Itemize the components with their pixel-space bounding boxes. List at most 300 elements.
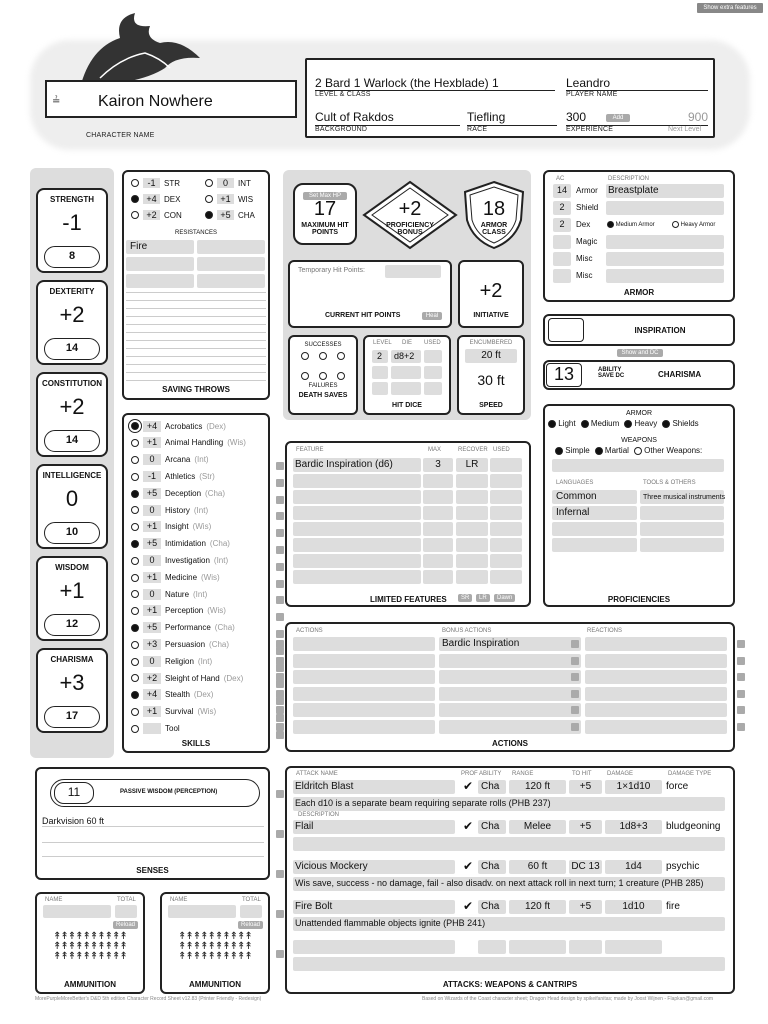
skill-prof-icon[interactable] (131, 506, 139, 515)
skill-side-button[interactable] (276, 714, 284, 722)
darkvision-text[interactable]: Darkvision 60 ft (42, 816, 264, 827)
skill-side-button[interactable] (276, 630, 284, 638)
passive-perception-label: PASSIVE WISDOM (PERCEPTION) (120, 789, 218, 795)
language-field[interactable] (552, 538, 637, 552)
attack-to-hit: +5 (579, 821, 592, 832)
bonus-row-button[interactable] (571, 690, 579, 698)
lf-used-field[interactable] (490, 474, 522, 488)
senses-line-2[interactable] (42, 842, 264, 843)
lf-feature-field[interactable] (293, 570, 421, 584)
save-prof-icon[interactable] (131, 195, 139, 203)
skill-row[interactable]: +1 Perception (Wis) (131, 604, 226, 618)
skill-row[interactable]: +2 Sleight of Hand (Dex) (131, 671, 243, 685)
hit-dice-used-col: USED (424, 340, 441, 346)
skill-prof-icon[interactable] (131, 438, 139, 447)
lf-recover-col: RECOVER (458, 447, 488, 453)
skill-row[interactable]: +1 Medicine (Wis) (131, 570, 220, 584)
experience-field[interactable]: 300 (566, 110, 587, 124)
lf-max-field[interactable] (423, 474, 453, 488)
ability-score: 12 (65, 618, 79, 630)
other-weapons-field[interactable] (552, 459, 724, 472)
skill-prof-icon[interactable] (131, 489, 139, 498)
resistance-field-2[interactable] (197, 240, 265, 254)
character-name-label: CHARACTER NAME (86, 132, 155, 139)
save-prof-icon[interactable] (131, 179, 139, 187)
attack-range: 120 ft (524, 781, 551, 792)
action-row-button[interactable] (276, 690, 284, 698)
footer-left: MorePurpleMoreBetter's D&D 5th edition Character Record Sheet v12.83 (Printer Friendly - Redesign) (35, 996, 262, 1002)
skill-prof-icon[interactable] (131, 724, 139, 733)
hit-dice-row2-a[interactable] (372, 366, 388, 379)
ability-score: 10 (65, 526, 79, 538)
skill-prof-icon[interactable] (131, 522, 139, 531)
attack-range-field[interactable] (509, 940, 566, 954)
lf-recover-field[interactable] (456, 490, 488, 504)
ability-name: STRENGTH (50, 195, 94, 204)
ammo-total-field[interactable] (240, 905, 262, 918)
skill-prof-icon[interactable] (131, 455, 139, 464)
attack-range-col: RANGE (512, 771, 534, 777)
attack-desc-field[interactable] (293, 957, 725, 971)
attack-row-button[interactable] (276, 910, 284, 918)
reaction-row-button[interactable] (737, 723, 745, 731)
action-field[interactable] (293, 720, 435, 734)
attack-type-col: DAMAGE TYPE (668, 771, 712, 777)
ability-name: CHARISMA (50, 655, 94, 664)
action-field[interactable] (293, 670, 435, 684)
lf-lr-button[interactable]: LR (476, 594, 490, 602)
lf-feature-col: FEATURE (296, 447, 324, 453)
weapons-prof-list[interactable]: Simple Martial Other Weapons: (555, 446, 702, 455)
ability-score: 8 (68, 250, 76, 262)
bonus-row-button[interactable] (571, 723, 579, 731)
hit-dice-level-col: LEVEL (373, 340, 392, 346)
save-notes-line[interactable] (126, 340, 266, 341)
encumbered-label: ENCUMBERED (469, 340, 513, 346)
attack-hit-field[interactable] (569, 940, 602, 954)
initiative-value[interactable]: +2 (479, 280, 503, 302)
lf-max-field[interactable] (423, 506, 453, 520)
attack-desc-label: DESCRIPTION (298, 812, 340, 818)
skill-prof-icon[interactable] (131, 623, 139, 632)
attack-prof-check-icon: ✔ (463, 819, 474, 833)
skill-row[interactable]: -1 Athletics (Str) (131, 469, 215, 483)
resistance-field-5[interactable] (126, 274, 194, 288)
death-successes-label: SUCCESSES (304, 342, 342, 348)
skill-side-button[interactable] (276, 546, 284, 554)
attack-name-field[interactable] (293, 940, 455, 954)
actions-title: ACTIONS (492, 739, 528, 748)
class-level-field[interactable]: 2 Bard 1 Warlock (the Hexblade) 1 (315, 76, 499, 90)
attack-prof-check-icon: ✔ (463, 779, 474, 793)
ammo-arrows-icon[interactable]: ↟↟↟↟↟↟↟↟↟↟ ↟↟↟↟↟↟↟↟↟↟ ↟↟↟↟↟↟↟↟↟↟ (178, 931, 252, 962)
lf-recover-field[interactable] (456, 474, 488, 488)
skill-side-button[interactable] (276, 680, 284, 688)
reaction-field[interactable] (585, 670, 727, 684)
reaction-field[interactable] (585, 720, 727, 734)
senses-line-3[interactable] (42, 856, 264, 857)
skill-side-button[interactable] (276, 479, 284, 487)
current-hp-label: CURRENT HIT POINTS (325, 312, 401, 319)
save-row[interactable]: +4 DEX (131, 194, 180, 204)
lf-recover-field[interactable] (456, 522, 488, 536)
tool-field[interactable] (640, 538, 724, 552)
lf-max-field[interactable] (423, 570, 453, 584)
attacks-title: ATTACKS: WEAPONS & CANTRIPS (442, 980, 578, 989)
tool-value: Three musical instruments (643, 494, 726, 501)
skill-prof-icon[interactable] (131, 690, 139, 699)
armor-prof-list[interactable]: Light Medium Heavy Shields (548, 419, 699, 428)
lf-used-field[interactable] (490, 570, 522, 584)
attack-prof-col: PROF ABILITY (461, 771, 502, 777)
skill-side-button[interactable] (276, 462, 284, 470)
limited-features-title: LIMITED FEATURES (370, 595, 447, 604)
character-name-field[interactable]: Kairon Nowhere (98, 93, 213, 110)
save-notes-line[interactable] (126, 324, 266, 325)
tool-field[interactable] (640, 506, 724, 520)
attack-row-button[interactable] (276, 950, 284, 958)
save-prof-icon[interactable] (205, 211, 213, 219)
skill-row[interactable]: +5 Deception (Cha) (131, 486, 225, 500)
skill-row[interactable]: +1 Insight (Wis) (131, 520, 211, 534)
saving-throws-title: SAVING THROWS (162, 385, 230, 394)
armor-class-label: ARMOR CLASS (480, 222, 508, 236)
death-saves-label: DEATH SAVES (298, 392, 348, 399)
skill-prof-icon[interactable] (131, 640, 139, 649)
save-notes-line[interactable] (126, 364, 266, 365)
hit-dice-level-value: 2 (377, 351, 383, 361)
skill-prof-icon[interactable] (131, 590, 139, 599)
skill-row[interactable]: 0 Religion (Int) (131, 654, 212, 668)
skill-prof-icon[interactable] (131, 573, 139, 582)
spellcasting-ability[interactable]: CHARISMA (658, 370, 702, 379)
save-notes-line[interactable] (126, 300, 266, 301)
death-success-checks[interactable] (301, 352, 345, 362)
bonus-row-button[interactable] (571, 640, 579, 648)
skill-row[interactable]: +5 Performance (Cha) (131, 621, 235, 635)
lf-feature-field[interactable] (293, 490, 421, 504)
save-notes-line[interactable] (126, 292, 266, 293)
lf-recover-field[interactable] (456, 538, 488, 552)
skill-row[interactable]: +4 Acrobatics (Dex) (131, 419, 226, 433)
bonus-action-field[interactable] (439, 720, 581, 734)
hit-dice-die-value: d8+2 (394, 351, 415, 361)
armor-row-desc[interactable] (606, 201, 724, 215)
speed-label: SPEED (479, 402, 503, 409)
skill-prof-icon[interactable] (131, 606, 139, 615)
action-row-button[interactable] (276, 640, 284, 648)
attack-desc-field[interactable] (293, 837, 725, 851)
lf-used-field[interactable] (490, 458, 522, 472)
ammo-name-field[interactable] (43, 905, 111, 918)
skill-prof-icon[interactable] (131, 556, 139, 565)
spell-dc-label: ABILITY SAVE DC (598, 367, 625, 379)
attack-dmg-col: DAMAGE (607, 771, 634, 777)
save-row[interactable]: +1 WIS (205, 194, 253, 204)
skill-prof-icon[interactable] (131, 422, 139, 431)
lf-used-field[interactable] (490, 522, 522, 536)
lf-feature-field[interactable] (293, 554, 421, 568)
armor-class-value: 18 (482, 198, 506, 220)
xp-next-level-value: 900 (688, 110, 709, 124)
attack-damage-type: force (666, 781, 689, 792)
resistance-field-4[interactable] (197, 257, 265, 271)
skill-row[interactable]: 0 Investigation (Int) (131, 553, 228, 567)
death-failures-label: FAILURES (308, 383, 338, 389)
speed-value[interactable]: 30 ft (477, 372, 505, 388)
bonus-action-field[interactable] (439, 670, 581, 684)
save-notes-line[interactable] (126, 316, 266, 317)
skill-prof-icon[interactable] (131, 657, 139, 666)
reaction-row-button[interactable] (737, 690, 745, 698)
bonus-action-field[interactable] (439, 687, 581, 701)
show-and-dc-button[interactable]: Show and DC (617, 349, 663, 357)
action-field[interactable] (293, 687, 435, 701)
ability-modifier: -1 (62, 210, 82, 235)
skill-side-button[interactable] (276, 529, 284, 537)
lf-used-col: USED (493, 447, 510, 453)
action-field[interactable] (293, 654, 435, 668)
reaction-row-button[interactable] (737, 706, 745, 714)
proficiency-bonus-label: PROFICIENCY BONUS (386, 222, 434, 236)
hit-dice-row3-a[interactable] (372, 382, 388, 395)
skill-prof-icon[interactable] (131, 539, 139, 548)
heal-button[interactable]: Heal (422, 312, 442, 320)
hit-dice-row3-b[interactable] (391, 382, 421, 395)
skill-side-button[interactable] (276, 596, 284, 604)
attack-ability: Cha (481, 861, 500, 872)
lf-dawn-button[interactable]: Dawn (494, 594, 515, 602)
lf-max-field[interactable] (423, 490, 453, 504)
armor-row-name: Shield (576, 203, 599, 212)
bonus-action-field[interactable] (439, 703, 581, 717)
armor-row-value[interactable] (553, 252, 571, 266)
lf-recover-field[interactable] (456, 570, 488, 584)
attack-prof-check-icon: ✔ (463, 859, 474, 873)
skill-row[interactable]: +3 Persuasion (Cha) (131, 637, 229, 651)
save-notes-line[interactable] (126, 380, 266, 381)
bonus-row-button[interactable] (571, 657, 579, 665)
skill-side-button[interactable] (276, 613, 284, 621)
reaction-row-button[interactable] (737, 657, 745, 665)
resistance-field-3[interactable] (126, 257, 194, 271)
hit-dice-row2-c[interactable] (424, 366, 442, 379)
ability-modifier: +2 (59, 302, 85, 327)
reaction-field[interactable] (585, 687, 727, 701)
armor-row-desc[interactable] (606, 269, 724, 283)
ammo-total-label: TOTAL (117, 897, 136, 903)
lf-max-field[interactable] (423, 522, 453, 536)
ammo-total-label: TOTAL (242, 897, 261, 903)
attack-hit-col: TO HIT (572, 771, 592, 777)
hit-dice-used-field[interactable] (424, 350, 442, 363)
experience-label: EXPERIENCE (566, 125, 708, 133)
skill-row[interactable]: +4 Stealth (Dex) (131, 688, 213, 702)
save-row[interactable]: 0 INT (205, 178, 251, 188)
xp-add-button[interactable]: Add (606, 114, 630, 122)
ammo-arrows-icon[interactable]: ↟↟↟↟↟↟↟↟↟↟ ↟↟↟↟↟↟↟↟↟↟ ↟↟↟↟↟↟↟↟↟↟ (53, 931, 127, 962)
bonus-actions-col-label: BONUS ACTIONS (442, 628, 492, 634)
reaction-field[interactable] (585, 637, 727, 651)
race-label: RACE (467, 125, 557, 133)
set-max-hp-button[interactable]: Set Max HP (303, 192, 347, 200)
skill-side-button[interactable] (276, 512, 284, 520)
resistance-field-6[interactable] (197, 274, 265, 288)
skill-side-button[interactable] (276, 697, 284, 705)
lf-sr-button[interactable]: SR (458, 594, 472, 602)
save-notes-line[interactable] (126, 372, 266, 373)
player-name-field[interactable]: Leandro (566, 76, 611, 90)
languages-label: LANGUAGES (556, 480, 594, 486)
attack-to-hit: +5 (579, 901, 592, 912)
language-field[interactable] (552, 522, 637, 536)
attack-name: Vicious Mockery (295, 861, 368, 872)
skill-row[interactable]: Tool (131, 721, 184, 735)
ability-score: 14 (65, 434, 79, 446)
max-hp-value[interactable]: 17 (313, 198, 337, 220)
ammo-reload-button[interactable]: Reload (113, 921, 138, 929)
save-prof-icon[interactable] (131, 211, 139, 219)
armor-row-num: 14 (556, 185, 567, 195)
reaction-field[interactable] (585, 654, 727, 668)
death-failure-checks[interactable] (301, 372, 345, 382)
show-extra-features-button[interactable]: Show extra features (697, 3, 763, 13)
armor-desc-col: DESCRIPTION (608, 176, 650, 182)
attack-ability-field[interactable] (478, 940, 506, 954)
lf-used-field[interactable] (490, 506, 522, 520)
max-hp-label: MAXIMUM HIT POINTS (301, 222, 349, 236)
lf-max-field[interactable] (423, 554, 453, 568)
skill-side-button[interactable] (276, 731, 284, 739)
save-prof-icon[interactable] (205, 179, 213, 187)
attack-ability: Cha (481, 781, 500, 792)
heavy-armor-radio[interactable]: Heavy Armor (672, 221, 715, 228)
attack-row-button[interactable] (276, 830, 284, 838)
ammo-name-field[interactable] (168, 905, 236, 918)
reaction-row-button[interactable] (737, 640, 745, 648)
class-level-label: LEVEL & CLASS (315, 90, 555, 98)
armor-row-name: Misc (576, 271, 593, 280)
save-notes-line[interactable] (126, 308, 266, 309)
lf-recover-field[interactable] (456, 554, 488, 568)
armor-ac-col: AC (556, 176, 565, 182)
skill-side-button[interactable] (276, 664, 284, 672)
skill-side-button[interactable] (276, 563, 284, 571)
lf-max-field[interactable] (423, 538, 453, 552)
lf-used-field[interactable] (490, 554, 522, 568)
skill-row[interactable]: +5 Intimidation (Cha) (131, 537, 230, 551)
bonus-row-button[interactable] (571, 706, 579, 714)
bonus-action-field[interactable] (439, 654, 581, 668)
initiative-label: INITIATIVE (473, 312, 509, 319)
lf-feature-field[interactable] (293, 538, 421, 552)
action-row-button[interactable] (276, 706, 284, 714)
save-notes-line[interactable] (126, 348, 266, 349)
attack-range: 120 ft (524, 901, 551, 912)
attack-dmg-field[interactable] (605, 940, 662, 954)
proficiency-bonus-value: +2 (398, 198, 422, 220)
tools-label: TOOLS & OTHERS (643, 480, 696, 486)
skill-row[interactable]: +1 Animal Handling (Wis) (131, 436, 246, 450)
race-field[interactable]: Tiefling (467, 110, 506, 124)
skill-prof-icon[interactable] (131, 707, 139, 716)
reaction-row-button[interactable] (737, 673, 745, 681)
bonus-row-button[interactable] (571, 673, 579, 681)
save-prof-icon[interactable] (205, 195, 213, 203)
hit-dice-row3-c[interactable] (424, 382, 442, 395)
temp-hp-field[interactable] (385, 265, 441, 278)
inspiration-label: INSPIRATION (634, 326, 686, 335)
skill-row[interactable]: 0 History (Int) (131, 503, 208, 517)
skill-side-button[interactable] (276, 496, 284, 504)
lf-used-field[interactable] (490, 490, 522, 504)
save-row[interactable]: +5 CHA (205, 210, 255, 220)
ammo-total-field[interactable] (115, 905, 137, 918)
skill-row[interactable]: +1 Survival (Wis) (131, 705, 216, 719)
resistances-label: RESISTANCES (175, 230, 217, 236)
inspiration-field[interactable] (548, 318, 584, 342)
attack-row-button[interactable] (276, 790, 284, 798)
save-row[interactable]: -1 STR (131, 178, 180, 188)
lf-feature-field[interactable] (293, 474, 421, 488)
armor-row-value[interactable] (553, 235, 571, 249)
skill-side-button[interactable] (276, 580, 284, 588)
action-field[interactable] (293, 637, 435, 651)
skill-row[interactable]: 0 Nature (Int) (131, 587, 207, 601)
ammo-reload-button[interactable]: Reload (238, 921, 263, 929)
action-field[interactable] (293, 703, 435, 717)
skill-row[interactable]: 0 Arcana (Int) (131, 453, 209, 467)
action-row-button[interactable] (276, 673, 284, 681)
save-notes-line[interactable] (126, 332, 266, 333)
hit-dice-die-col: DIE (402, 340, 413, 346)
lf-feature-field[interactable] (293, 522, 421, 536)
armor-row-desc[interactable] (606, 252, 724, 266)
action-row-button[interactable] (276, 657, 284, 665)
armor-row-description: Breastplate (608, 185, 659, 196)
save-row[interactable]: +2 CON (131, 210, 182, 220)
lf-recover-field[interactable] (456, 506, 488, 520)
background-label: BACKGROUND (315, 125, 460, 133)
medium-armor-radio[interactable]: Medium Armor (607, 221, 655, 228)
weapons-prof-label: WEAPONS (621, 437, 657, 444)
attack-to-hit: DC 13 (571, 861, 600, 872)
armor-row-desc[interactable] (606, 235, 724, 249)
armor-prof-label: ARMOR (625, 410, 653, 417)
lf-used-field[interactable] (490, 538, 522, 552)
reaction-field[interactable] (585, 703, 727, 717)
lf-feature-field[interactable] (293, 506, 421, 520)
save-notes-line[interactable] (126, 356, 266, 357)
ability-score: 17 (65, 710, 79, 722)
armor-row-num: 2 (559, 219, 565, 229)
player-name-label: PLAYER NAME (566, 90, 708, 98)
tool-field[interactable] (640, 522, 724, 536)
actions-col-label: ACTIONS (296, 628, 323, 634)
language-value: Common (556, 491, 597, 502)
attack-row-button[interactable] (276, 870, 284, 878)
attack-ability: Cha (481, 821, 500, 832)
skill-prof-icon[interactable] (131, 472, 139, 481)
skill-prof-icon[interactable] (131, 674, 139, 683)
attack-range: Melee (523, 821, 552, 832)
armor-row-value[interactable] (553, 269, 571, 283)
attack-name-field[interactable] (293, 820, 455, 834)
ability-modifier: +1 (59, 578, 85, 603)
action-row-button[interactable] (276, 723, 284, 731)
hit-dice-row2-b[interactable] (391, 366, 421, 379)
background-field[interactable]: Cult of Rakdos (315, 110, 394, 124)
